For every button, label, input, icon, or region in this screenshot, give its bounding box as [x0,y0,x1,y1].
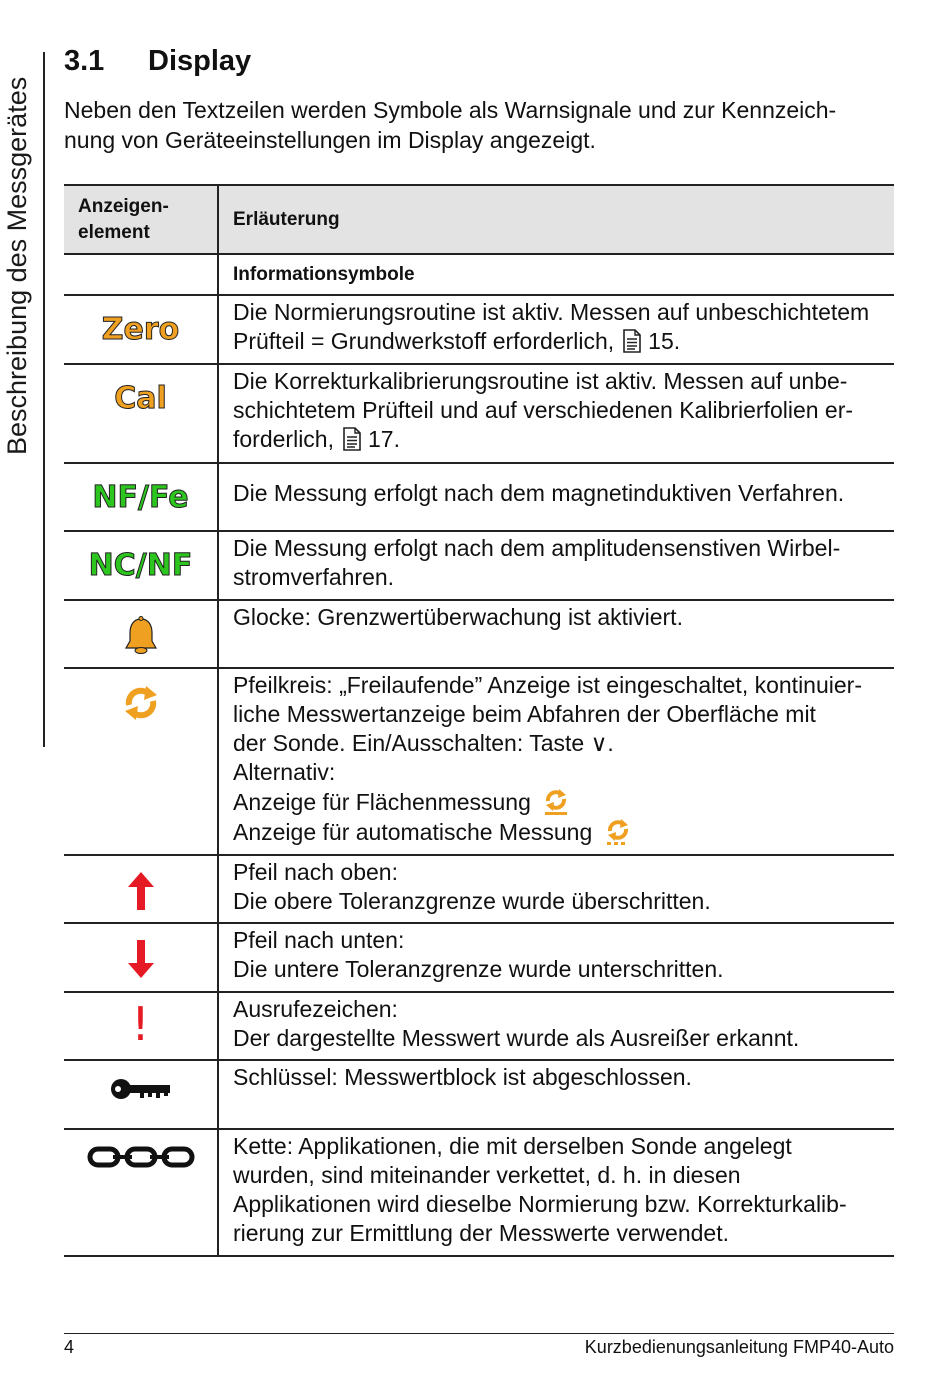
side-divider [43,52,45,747]
footer-divider [64,1333,894,1334]
table-header-row [64,185,894,254]
table-row [64,600,894,668]
exclamation-icon: ! [131,997,150,1051]
row-line: rierung zur Ermittlung der Messwerte verwendet. [233,1220,729,1246]
table-row [64,992,894,1060]
row-line: wurden, sind miteinander verkettet, d. h. in diesen [233,1162,741,1188]
table-row [64,1129,894,1256]
row-line: Pfeilkreis: „Freilaufende” Anzeige ist eingeschaltet, kontinuier- [233,672,862,698]
row-line: der Sonde. Ein/Ausschalten: Taste ∨. [233,730,614,756]
row-line: Die Messung erfolgt nach dem amplitudensenstiven Wirbel- [233,535,841,561]
bell-icon [121,615,161,657]
table-row [64,668,894,855]
side-title [2,60,42,455]
row-line: Applikationen wird dieselbe Normierung bzw. Korrekturkalib- [233,1191,847,1217]
row-line: Schlüssel: Messwertblock ist abgeschlossen. [233,1064,692,1090]
key-icon [110,1075,172,1103]
page-ref: 17. [367,426,400,452]
page-number: 4 [64,1337,75,1357]
row-line: Pfeil nach unten: [233,927,405,953]
chain-icon [87,1144,195,1170]
table-subheader-row [64,254,894,295]
document-page-icon [622,329,642,353]
arrow-down-icon [126,938,156,980]
table-row [64,855,894,923]
intro-paragraph: Neben den Textzeilen werden Symbole als Warnsignale und zur Kennzeich- nung von Geräteeinstellungen im Display angezeigt. [64,97,837,153]
row-line: schichtetem Prüfteil und auf verschiedenen Kalibrierfolien er- [233,397,854,423]
area-measurement-icon [543,787,569,815]
row-line: Die Normierungsroutine ist aktiv. Messen auf unbeschichtetem [233,299,870,325]
footer-doc-title: Kurzbedienungsanleitung FMP40-Auto [584,1337,894,1357]
section-title: Display [148,45,252,77]
arrow-up-icon [126,870,156,912]
table-row [64,531,894,600]
row-line: Ausrufezeichen: [233,996,398,1022]
table-row [64,364,894,463]
row-line: Anzeige für Flächenmessung [233,789,531,815]
row-line: Der dargestellte Messwert wurde als Ausreißer erkannt. [233,1025,800,1051]
row-line: Die untere Toleranzgrenze wurde unterschritten. [233,956,724,982]
row-line: Die Messung erfolgt nach dem magnetinduktiven Verfahren. [233,480,845,506]
arrow-circle-icon [121,683,161,723]
nc-nf-icon: NC/NF [88,548,193,583]
section-number: 3.1 [64,45,105,77]
cal-icon: Cal [114,381,167,416]
page-ref: 15. [648,328,681,354]
row-line: Prüfteil = Grundwerkstoff erforderlich, [233,328,615,354]
header-col1: Anzeigen- element [64,185,218,254]
row-line: Alternativ: [233,759,336,785]
row-line: stromverfahren. [233,564,395,590]
side-title-text: Beschreibung des Messgerätes [2,76,32,455]
table-row [64,463,894,531]
row-line: Kette: Applikationen, die mit derselben Sonde angelegt [233,1133,792,1159]
row-line: forderlich, [233,426,334,452]
row-line: Glocke: Grenzwertüberwachung ist aktiviert. [233,604,683,630]
symbol-table [64,184,894,1257]
row-line: Die obere Toleranzgrenze wurde überschritten. [233,888,711,914]
automatic-measurement-icon [605,817,631,845]
row-line: Die Korrekturkalibrierungsroutine ist aktiv. Messen auf unbe- [233,368,848,394]
table-row [64,923,894,992]
document-page-icon [342,427,362,451]
row-line: liche Messwertanzeige beim Abfahren der Oberfläche mit [233,701,816,727]
subheader-label: Informationsymbole [218,254,894,295]
header-col2: Erläuterung [218,185,894,254]
row-line: Pfeil nach oben: [233,859,398,885]
section-heading [64,45,251,78]
row-line: Anzeige für automatische Messung [233,819,593,845]
nf-fe-icon: NF/Fe [92,480,189,515]
table-row [64,1060,894,1129]
zero-icon: Zero [101,312,180,347]
table-row [64,295,894,364]
